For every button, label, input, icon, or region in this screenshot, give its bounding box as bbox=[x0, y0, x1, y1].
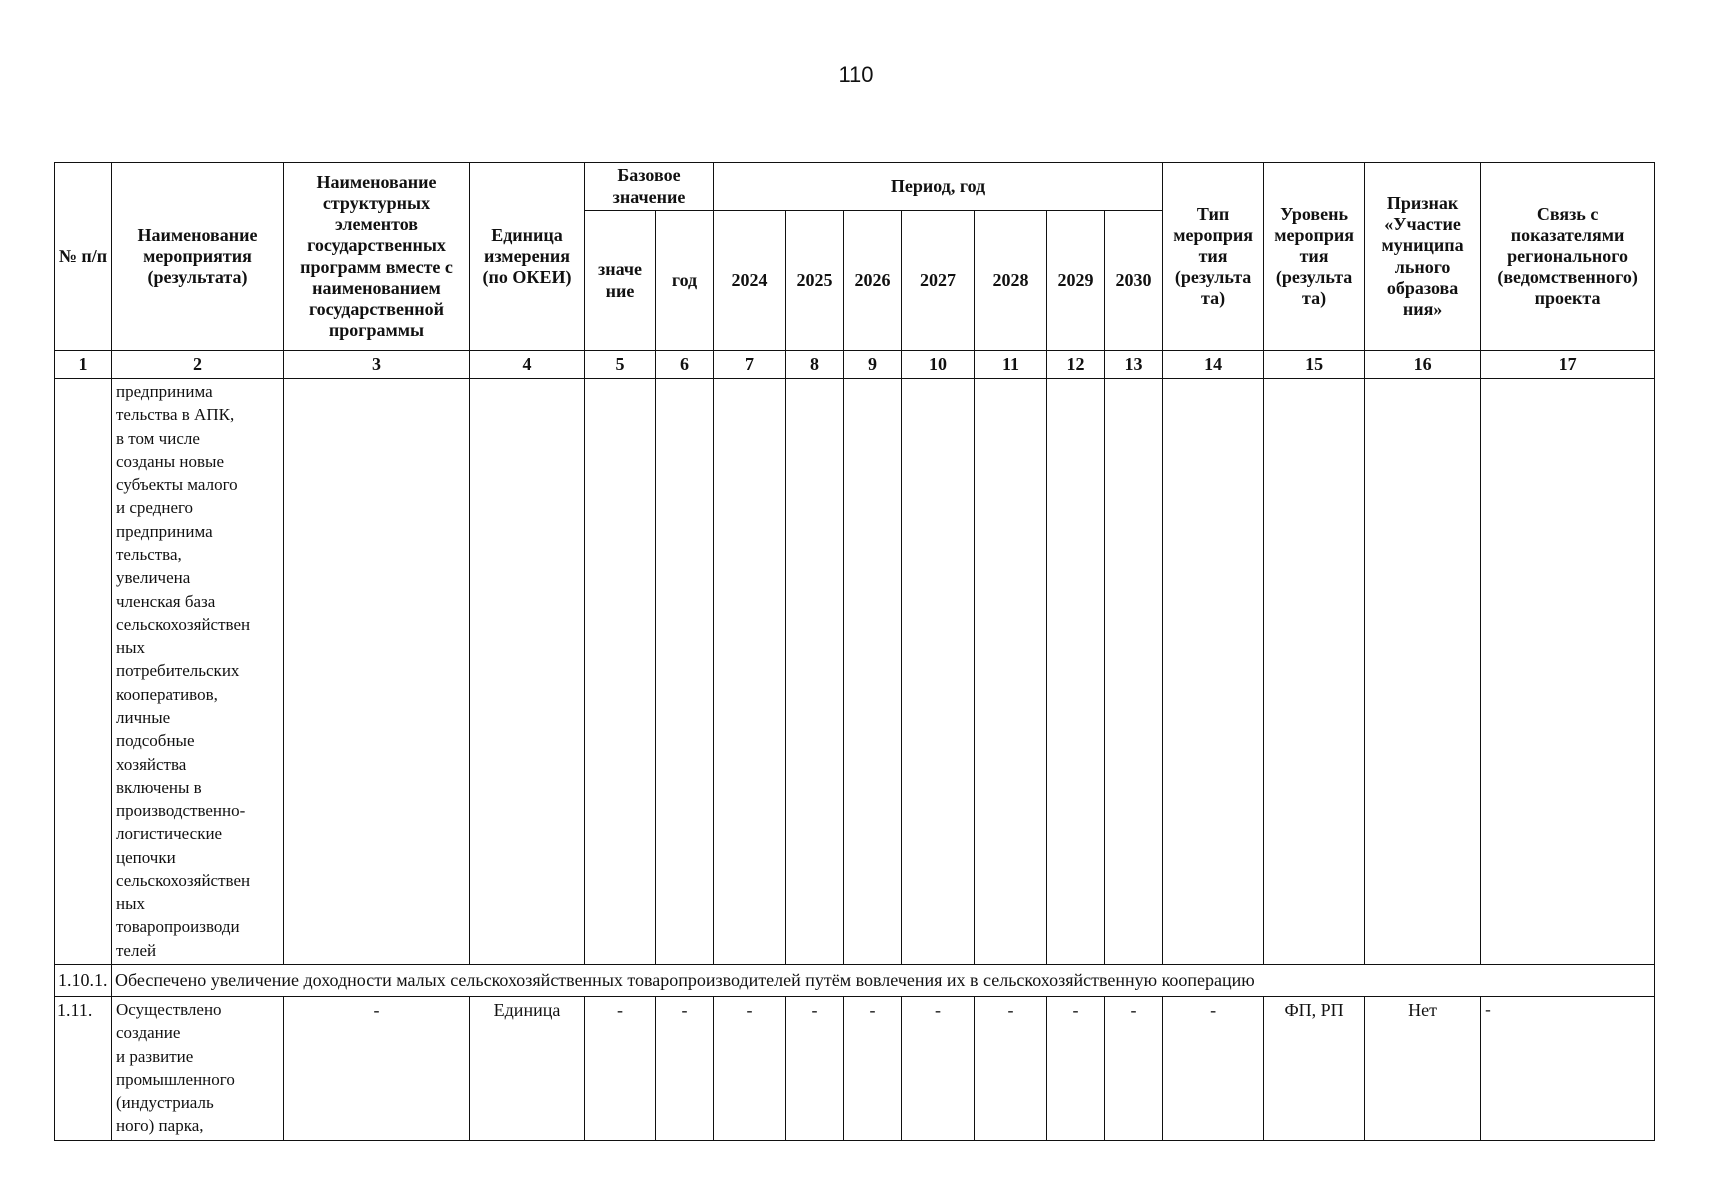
event-type-cell: - bbox=[1163, 997, 1264, 1141]
empty-cell bbox=[786, 379, 844, 965]
header-event-type: Тип мероприя тия (результа та) bbox=[1163, 163, 1264, 351]
header-base-year: год bbox=[656, 211, 714, 351]
row-number: 1.10.1. bbox=[55, 965, 112, 997]
header-year: 2029 bbox=[1047, 211, 1105, 351]
empty-cell bbox=[1365, 379, 1481, 965]
description-line: ного) парка, bbox=[116, 1116, 204, 1136]
column-number: 12 bbox=[1047, 351, 1105, 379]
column-number: 11 bbox=[975, 351, 1047, 379]
description-line: хозяйства bbox=[116, 754, 187, 774]
page-number: 110 bbox=[838, 62, 874, 87]
header-municipal-participation: Признак «Участие муниципа льного образова ния» bbox=[1365, 163, 1481, 351]
column-number: 9 bbox=[844, 351, 902, 379]
header-regional-project-link: Связь с показателями регионального (ведомственного) проекта bbox=[1481, 163, 1655, 351]
description-line: тельства, bbox=[116, 544, 182, 564]
description-line: производственно- bbox=[116, 801, 246, 821]
header-year: 2025 bbox=[786, 211, 844, 351]
description-line: созданы новые bbox=[116, 451, 225, 471]
base-year-cell: - bbox=[656, 997, 714, 1141]
regional-project-link-cell: - bbox=[1481, 997, 1655, 1141]
empty-cell bbox=[470, 379, 585, 965]
column-number: 5 bbox=[585, 351, 656, 379]
empty-cell bbox=[714, 379, 786, 965]
section-row-1-10-1 bbox=[55, 965, 1655, 997]
header-number: № п/п bbox=[55, 163, 112, 351]
description-line: телей bbox=[116, 940, 157, 960]
column-number: 8 bbox=[786, 351, 844, 379]
description-line: и развитие bbox=[116, 1046, 194, 1066]
year-value-cell: - bbox=[1105, 997, 1163, 1141]
header-year: 2030 bbox=[1105, 211, 1163, 351]
description-line: создание bbox=[116, 1023, 181, 1043]
unit-cell: Единица bbox=[470, 997, 585, 1141]
description-line: цепочки bbox=[116, 847, 176, 867]
description-line: подсобные bbox=[116, 731, 195, 751]
column-number: 6 bbox=[656, 351, 714, 379]
description-line: ных bbox=[116, 894, 146, 914]
year-value-cell: - bbox=[975, 997, 1047, 1141]
header-year: 2024 bbox=[714, 211, 786, 351]
description-line: потребительских bbox=[116, 661, 240, 681]
program-events-table bbox=[54, 162, 1655, 1141]
description-line: и среднего bbox=[116, 498, 194, 518]
header-event-name: Наименование мероприятия (результата) bbox=[112, 163, 284, 351]
description-line: сельскохозяйствен bbox=[116, 614, 251, 634]
column-number: 15 bbox=[1264, 351, 1365, 379]
column-numbers-row bbox=[55, 351, 1655, 379]
description-line: тельства в АПК, bbox=[116, 405, 235, 425]
column-number: 1 bbox=[55, 351, 112, 379]
continuation-description bbox=[112, 379, 284, 965]
description-line: субъекты малого bbox=[116, 475, 238, 495]
header-event-level: Уровень мероприя тия (результа та) bbox=[1264, 163, 1365, 351]
empty-cell bbox=[1047, 379, 1105, 965]
year-value-cell: - bbox=[714, 997, 786, 1141]
description-line: членская база bbox=[116, 591, 216, 611]
year-value-cell: - bbox=[786, 997, 844, 1141]
column-number: 3 bbox=[284, 351, 470, 379]
column-number: 16 bbox=[1365, 351, 1481, 379]
description-line: ных bbox=[116, 638, 146, 658]
municipal-participation-cell: Нет bbox=[1365, 997, 1481, 1141]
description-line: сельскохозяйствен bbox=[116, 870, 251, 890]
description-line: предпринима bbox=[116, 521, 213, 541]
description-line: Осуществлено bbox=[116, 1000, 222, 1019]
description-line: промышленного bbox=[116, 1069, 235, 1089]
event-level-cell: ФП, РП bbox=[1264, 997, 1365, 1141]
empty-cell bbox=[902, 379, 975, 965]
description-line: в том числе bbox=[116, 428, 200, 448]
empty-cell bbox=[975, 379, 1047, 965]
header-structural-elements: Наименование структурных элементов государственных программ вместе с наименованием государственной программы bbox=[284, 163, 470, 351]
year-value-cell: - bbox=[844, 997, 902, 1141]
header-year: 2026 bbox=[844, 211, 902, 351]
continuation-row bbox=[55, 379, 1655, 965]
description-line: кооперативов, bbox=[116, 684, 218, 704]
column-number: 14 bbox=[1163, 351, 1264, 379]
year-value-cell: - bbox=[1047, 997, 1105, 1141]
structural-elements-cell: - bbox=[284, 997, 470, 1141]
column-number: 17 bbox=[1481, 351, 1655, 379]
header-year: 2027 bbox=[902, 211, 975, 351]
base-value-cell: - bbox=[585, 997, 656, 1141]
continuation-number-cell bbox=[55, 379, 112, 965]
column-number: 10 bbox=[902, 351, 975, 379]
description-line: логистические bbox=[116, 824, 223, 844]
empty-cell bbox=[844, 379, 902, 965]
column-number: 2 bbox=[112, 351, 284, 379]
header-base-value: значе ние bbox=[585, 211, 656, 351]
header-period-group: Период, год bbox=[714, 163, 1163, 211]
header-year: 2028 bbox=[975, 211, 1047, 351]
column-number: 13 bbox=[1105, 351, 1163, 379]
header-base-value-group: Базовое значение bbox=[585, 163, 714, 211]
empty-cell bbox=[585, 379, 656, 965]
empty-cell bbox=[1163, 379, 1264, 965]
description-line: предпринима bbox=[116, 382, 213, 401]
section-title: Обеспечено увеличение доходности малых сельскохозяйственных товаропроизводителей путём вовлечения их в сельскохозяйственную кооперацию bbox=[112, 965, 1655, 997]
description-line: (индустриаль bbox=[116, 1093, 214, 1113]
description-line: включены в bbox=[116, 777, 202, 797]
description-line: личные bbox=[116, 707, 171, 727]
empty-cell bbox=[656, 379, 714, 965]
column-number: 4 bbox=[470, 351, 585, 379]
empty-cell bbox=[1264, 379, 1365, 965]
header-unit: Единица измерения (по ОКЕИ) bbox=[470, 163, 585, 351]
empty-cell bbox=[1105, 379, 1163, 965]
description-line: товаропроизводи bbox=[116, 917, 240, 937]
column-number: 7 bbox=[714, 351, 786, 379]
event-description bbox=[112, 997, 284, 1141]
year-value-cell: - bbox=[902, 997, 975, 1141]
row-number: 1.11. bbox=[55, 997, 112, 1141]
description-line: увеличена bbox=[116, 568, 191, 588]
empty-cell bbox=[284, 379, 470, 965]
empty-cell bbox=[1481, 379, 1655, 965]
event-row-1-11 bbox=[55, 997, 1655, 1141]
